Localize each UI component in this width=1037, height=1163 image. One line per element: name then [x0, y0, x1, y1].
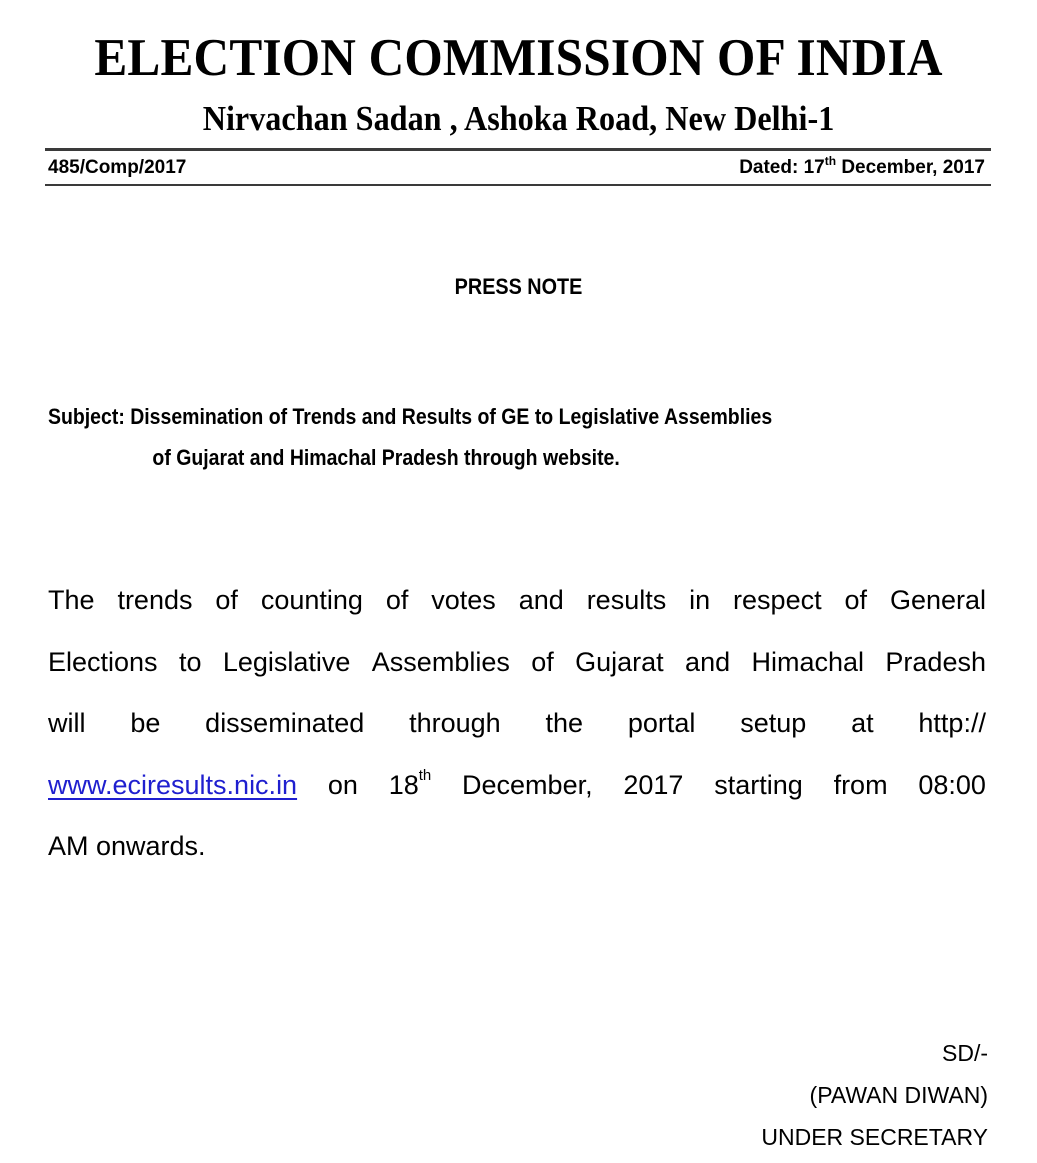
signature-sd: SD/-: [942, 1040, 988, 1066]
word: of: [531, 646, 554, 677]
body-line-5: AM onwards.: [48, 831, 206, 861]
body-line-1: [48, 570, 986, 632]
subject-block: [48, 396, 1008, 478]
subject-line-2: of Gujarat and Himachal Pradesh through website.: [152, 445, 620, 470]
word: Gujarat: [575, 646, 664, 677]
signature-block: [761, 1032, 988, 1158]
day-number: 18: [388, 769, 419, 800]
date-ordinal: th: [824, 154, 837, 168]
word: General: [889, 585, 986, 615]
word: December,: [462, 769, 593, 800]
eci-results-link[interactable]: www.eciresults.nic.in: [48, 769, 298, 800]
word: setup: [740, 708, 807, 738]
signatory-designation: UNDER SECRETARY: [761, 1124, 988, 1150]
word: at: [851, 708, 874, 738]
body-paragraph: [48, 570, 986, 878]
word: through: [409, 708, 501, 738]
word: http://: [918, 708, 986, 738]
word: and: [518, 585, 564, 615]
word: The: [48, 585, 95, 615]
word: of: [385, 585, 409, 615]
word: of: [215, 585, 238, 615]
word: results: [586, 585, 667, 615]
subject-line-1: Subject: Dissemination of Trends and Results of GE to Legislative Assemblies: [48, 404, 773, 429]
word: trends: [117, 585, 193, 615]
body-line-2: [48, 632, 986, 694]
word: Pradesh: [885, 646, 986, 677]
word: be: [130, 708, 161, 738]
word: starting: [714, 769, 803, 800]
word: Himachal: [751, 646, 865, 677]
word: votes: [431, 585, 496, 615]
date-prefix: Dated: 17: [739, 157, 825, 178]
word: the: [545, 708, 584, 738]
body-line-3: [48, 693, 986, 755]
signatory-name: (PAWAN DIWAN): [809, 1082, 988, 1108]
reference-number: 485/Comp/2017: [48, 157, 187, 178]
word: in: [689, 585, 711, 615]
word: will: [48, 708, 86, 738]
word: respect: [733, 585, 822, 615]
word: to: [178, 646, 202, 677]
word: counting: [260, 585, 363, 615]
word: disseminated: [205, 708, 365, 738]
header-rule-top: [45, 148, 991, 151]
word: on: [327, 769, 358, 800]
word: Elections: [48, 646, 158, 677]
header-rule-bottom: [45, 184, 991, 186]
word: 2017: [623, 769, 684, 800]
day-ordinal: th: [418, 766, 432, 784]
press-note-heading: PRESS NOTE: [454, 274, 583, 299]
reference-row: [48, 154, 985, 182]
word: portal: [627, 708, 696, 738]
word: of: [844, 585, 868, 615]
result-date-day: [389, 755, 432, 817]
body-line-4: [48, 755, 986, 817]
word: 08:00: [918, 769, 986, 800]
word: from: [833, 769, 888, 800]
word: Legislative: [222, 646, 351, 677]
date-suffix: December, 2017: [836, 157, 985, 178]
organization-title: ELECTION COMMISSION OF INDIA: [94, 29, 943, 87]
word: and: [685, 646, 731, 677]
word: Assemblies: [371, 646, 510, 677]
organization-address: Nirvachan Sadan , Ashoka Road, New Delhi-1: [202, 99, 835, 138]
document-date: [739, 154, 985, 179]
